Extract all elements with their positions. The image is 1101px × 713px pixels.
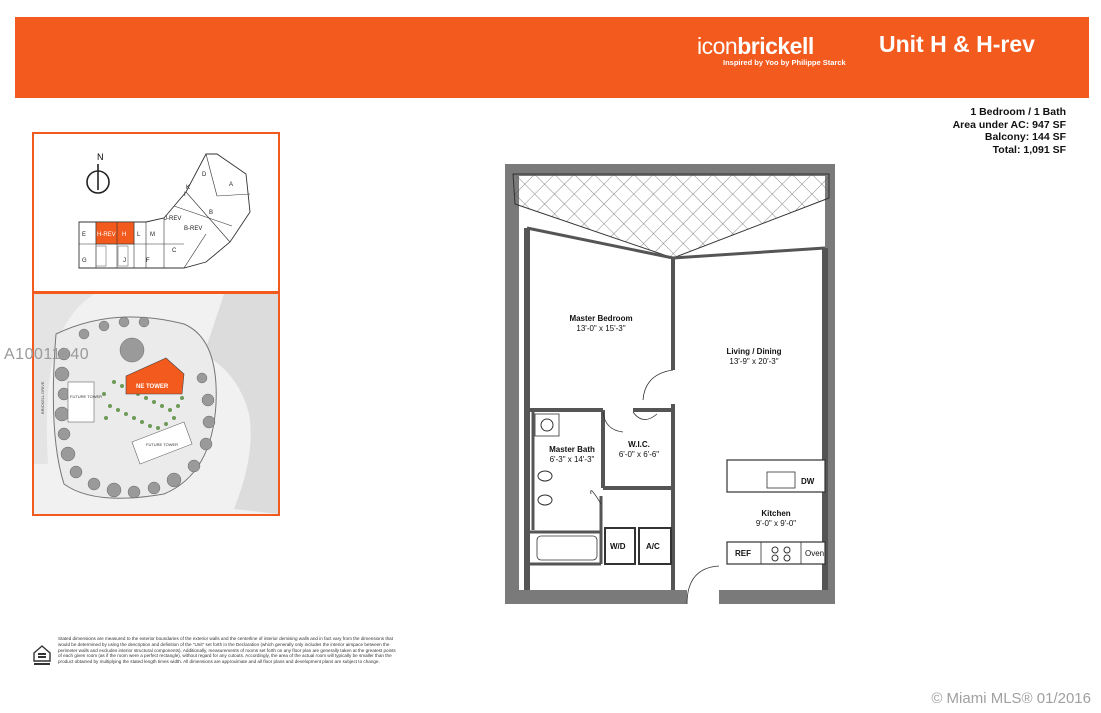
dishwasher-label: DW <box>801 477 815 486</box>
svg-text:G: G <box>82 258 87 264</box>
ne-tower-label: NE TOWER <box>136 384 169 390</box>
svg-text:F: F <box>146 258 150 264</box>
master-bedroom-label <box>541 314 661 334</box>
svg-text:B-REV: B-REV <box>184 226 203 232</box>
master-bedroom-name: Master Bedroom <box>569 314 633 323</box>
legal-disclaimer: Stated dimensions are measured to the exterior boundaries of the exterior walls and the centerline of interior demising walls and in fact vary from the dimensions that would be determined by using the description and definition of the "Unit" set forth in the Declaration (which generally only includes the interior airspace between the perimeter walls and excludes interior structural components). Additionally, measurements of rooms set forth on any floor plan are generally taken at the greatest points of each given room (as if the room were a perfect rectangle), without regard for any cutouts. Accordingly, the area of the actual room will typically be smaller than the product obtained by multiplying the stated length times width. All dimensions are approximate and all floor plans and development plans are subject to change. <box>58 636 396 665</box>
brand-bold: brickell <box>737 33 814 59</box>
unit-title: Unit H & H-rev <box>879 31 1035 57</box>
svg-text:I: I <box>184 192 186 198</box>
site-plan-drawing <box>34 294 278 514</box>
master-bath-name: Master Bath <box>549 445 595 454</box>
brand-light: icon <box>697 33 738 59</box>
living-dining-dims: 13'-9" x 20'-3" <box>729 357 779 366</box>
svg-text:E: E <box>82 232 87 238</box>
unit-stats <box>953 106 1066 156</box>
ac-label: A/C <box>646 542 660 551</box>
future-tower-2-label: FUTURE TOWER <box>146 442 179 447</box>
svg-text:H: H <box>122 232 127 238</box>
north-label: N <box>97 152 104 162</box>
svg-text:J: J <box>123 258 126 264</box>
wic-name: W.I.C. <box>628 440 650 449</box>
wic-dims: 6'-0" x 6'-6" <box>618 450 660 459</box>
oven-label: Oven <box>805 549 825 558</box>
svg-text:K: K <box>186 185 191 191</box>
key-plan <box>32 132 280 293</box>
area-ac-text: Area under AC: 947 SF <box>952 118 1066 131</box>
kitchen-dims: 9'-0" x 9'-0" <box>755 519 797 528</box>
brand-logo <box>697 33 814 60</box>
refrigerator-label: REF <box>735 549 751 558</box>
svg-text:B: B <box>209 210 214 216</box>
street-label: BRICKELL DRIVE <box>40 381 45 414</box>
mls-copyright: © Miami MLS® 01/2016 <box>931 690 1091 707</box>
master-bedroom-dims: 13'-0" x 15'-3" <box>576 324 626 333</box>
kitchen-name: Kitchen <box>761 509 791 518</box>
brand-tagline: Inspired by Yoo by Philippe Starck <box>723 58 846 67</box>
balcony-text: Balcony: 144 SF <box>984 131 1066 143</box>
washer-dryer-label: W/D <box>610 542 626 551</box>
svg-text:D: D <box>202 172 207 178</box>
floor-plan-drawing <box>505 164 835 606</box>
bedrooms-text: 1 Bedroom / 1 Bath <box>970 106 1066 118</box>
master-bath-label <box>537 445 607 465</box>
equal-housing-icon <box>33 644 51 666</box>
future-tower-label: FUTURE TOWER <box>70 394 103 399</box>
site-plan <box>32 292 280 516</box>
living-dining-name: Living / Dining <box>726 347 782 356</box>
svg-text:H-REV: H-REV <box>97 232 116 238</box>
svg-text:M: M <box>150 232 155 238</box>
svg-text:A: A <box>229 182 234 188</box>
key-plan-drawing <box>34 134 278 291</box>
wic-label <box>609 440 669 460</box>
svg-text:L: L <box>137 232 141 238</box>
kitchen-label <box>727 509 825 529</box>
total-text: Total: 1,091 SF <box>992 143 1066 156</box>
floor-plan <box>505 164 835 611</box>
mls-watermark-id: A10011040 <box>4 346 90 363</box>
svg-text:C: C <box>172 248 177 254</box>
svg-text:J-REV: J-REV <box>164 216 182 222</box>
living-dining-label <box>689 347 819 367</box>
master-bath-dims: 6'-3" x 14'-3" <box>549 455 595 464</box>
